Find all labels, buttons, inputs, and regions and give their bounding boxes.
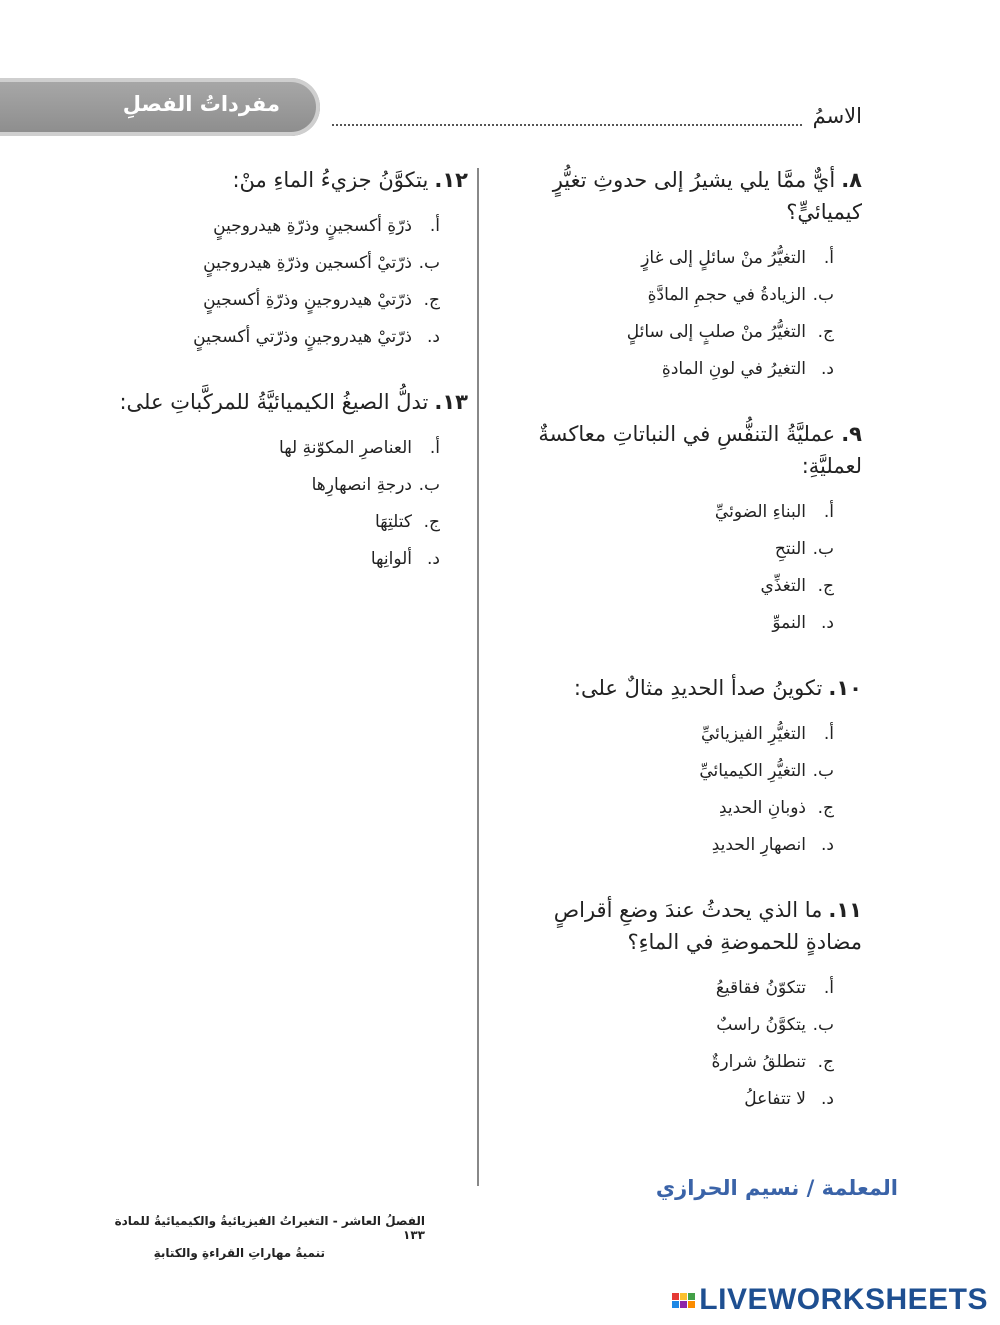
question-block <box>507 164 862 388</box>
question-stem: يتكوَّنُ جزيءُ الماءِ منْ: <box>232 168 429 192</box>
option-letter: د. <box>427 327 440 347</box>
answer-option[interactable] <box>98 430 468 467</box>
option-letter: ب. <box>812 761 834 781</box>
question-block <box>98 386 468 578</box>
question-text <box>507 894 862 958</box>
question-number: ١٢. <box>434 168 468 192</box>
option-text: تنطلقُ شرارةٌ <box>711 1052 806 1072</box>
option-text: النتحِ <box>774 539 806 559</box>
answer-option[interactable] <box>507 531 862 568</box>
option-text: درجةِ انصهارِها <box>311 475 412 495</box>
answer-option[interactable] <box>98 282 468 319</box>
question-number: ٩. <box>841 422 862 446</box>
question-text <box>507 672 862 704</box>
option-text: البناءِ الضوئيِّ <box>714 502 806 522</box>
answer-option[interactable] <box>98 319 468 356</box>
answer-option[interactable] <box>98 504 468 541</box>
option-text: الزيادةُ في حجمِ المادَّةِ <box>647 285 806 305</box>
option-letter: أ. <box>429 438 440 458</box>
option-letter: ب. <box>812 285 834 305</box>
answer-option[interactable] <box>507 970 862 1007</box>
option-letter: ب. <box>812 1015 834 1035</box>
option-letter: ب. <box>418 475 440 495</box>
answer-option[interactable] <box>507 827 862 864</box>
option-letter: أ. <box>823 248 834 268</box>
option-text: التغيُّرُ منْ سائلٍ إلى غازٍ <box>641 248 806 268</box>
option-text: ذرّتيْ هيدروجينٍ وذرّةِ أكسجينٍ <box>203 290 412 310</box>
option-text: يتكوَّنُ راسبٌ <box>716 1015 806 1035</box>
section-tab <box>0 78 320 136</box>
question-block <box>507 672 862 864</box>
logo-square <box>688 1293 695 1300</box>
question-number: ١٠. <box>828 676 862 700</box>
option-text: التغيُّرُ منْ صلبٍ إلى سائلٍ <box>626 322 806 342</box>
question-text <box>98 164 468 196</box>
option-letter: ب. <box>812 539 834 559</box>
option-text: العناصرِ المكوّنةِ لها <box>279 438 412 458</box>
option-letter: ج. <box>817 798 834 818</box>
question-text <box>507 164 862 228</box>
logo-square <box>672 1301 679 1308</box>
answer-option[interactable] <box>507 494 862 531</box>
answer-option[interactable] <box>507 240 862 277</box>
question-stem: أيٌّ ممَّا يلي يشيرُ إلى حدوثِ تغيُّرٍ كيميائيٍّ؟ <box>552 168 862 224</box>
question-stem: تكوينُ صدأ الحديدِ مثالٌ على: <box>573 676 823 700</box>
option-letter: ب. <box>418 253 440 273</box>
option-letter: أ. <box>429 216 440 236</box>
question-text <box>98 386 468 418</box>
option-letter: أ. <box>823 724 834 744</box>
answer-option[interactable] <box>507 716 862 753</box>
name-label: الاسمُ <box>812 104 862 128</box>
column-divider <box>477 168 479 1186</box>
answer-option[interactable] <box>507 1044 862 1081</box>
liveworksheets-logo-icon <box>672 1293 695 1308</box>
question-stem: عمليَّةُ التنفُّسِ في النباتاتِ معاكسةٌ لعمليَّةِ: <box>538 422 862 478</box>
question-stem: ما الذي يحدثُ عندَ وضعِ أقراصٍ مضادةٍ للحموضةِ في الماءِ؟ <box>553 898 862 954</box>
option-text: التغيرُ في لونِ المادةِ <box>661 359 806 379</box>
answer-option[interactable] <box>98 541 468 578</box>
question-block <box>98 164 468 356</box>
option-text: التغيُّرِ الكيميائيِّ <box>699 761 806 781</box>
option-letter: د. <box>427 549 440 569</box>
option-text: ذرّتيْ أكسجين وذرّةِ هيدروجينٍ <box>203 253 412 273</box>
answer-option[interactable] <box>98 467 468 504</box>
option-text: ألوانِها <box>370 549 412 569</box>
option-text: ذرّةِ أكسجينٍ وذرّةِ هيدروجينٍ <box>213 216 412 236</box>
option-letter: د. <box>821 835 834 855</box>
question-number: ١٣. <box>434 390 468 414</box>
answer-option[interactable] <box>507 277 862 314</box>
question-block <box>507 418 862 642</box>
logo-square <box>688 1301 695 1308</box>
answer-option[interactable] <box>507 568 862 605</box>
option-letter: أ. <box>823 978 834 998</box>
right-column <box>507 164 862 1148</box>
logo-square <box>680 1293 687 1300</box>
option-text: كتلتِهَا <box>375 512 412 532</box>
question-number: ٨. <box>841 168 862 192</box>
option-text: ذرّتيْ هيدروجينٍ وذرّتي أكسجينٍ <box>193 327 412 347</box>
brand-text: LIVEWORKSHEETS <box>699 1283 988 1316</box>
name-field[interactable] <box>332 124 802 126</box>
logo-square <box>680 1301 687 1308</box>
option-letter: د. <box>821 359 834 379</box>
answer-option[interactable] <box>98 245 468 282</box>
question-stem: تدلُّ الصيغُ الكيميائيَّةُ للمركَّباتِ على: <box>119 390 429 414</box>
answer-option[interactable] <box>98 208 468 245</box>
option-letter: ج. <box>817 322 834 342</box>
option-letter: ج. <box>423 290 440 310</box>
answer-option[interactable] <box>507 790 862 827</box>
option-letter: ج. <box>423 512 440 532</box>
logo-square <box>672 1293 679 1300</box>
answer-option[interactable] <box>507 351 862 388</box>
question-number: ١١. <box>828 898 862 922</box>
liveworksheets-brand[interactable] <box>672 1284 988 1316</box>
question-block <box>507 894 862 1118</box>
name-row <box>332 104 862 132</box>
left-column <box>98 164 468 608</box>
option-text: النموِّ <box>772 613 806 633</box>
answer-option[interactable] <box>507 1081 862 1118</box>
teacher-name: المعلمة / نسيم الحرازي <box>655 1176 898 1200</box>
option-letter: أ. <box>823 502 834 522</box>
section-tab-label: مفرداتُ الفصلِ <box>122 92 280 116</box>
option-text: تتكوّنُ فقاقيعُ <box>715 978 806 998</box>
footer-chapter: الفصلُ العاشر - التغيراتُ الفيزيائيةُ والكيميائيةُ للمادة ١٣٣ <box>114 1214 425 1242</box>
answer-option[interactable] <box>507 314 862 351</box>
option-text: انصهارِ الحديدِ <box>711 835 806 855</box>
question-text <box>507 418 862 482</box>
option-text: التغذِّي <box>760 576 806 596</box>
option-letter: د. <box>821 1089 834 1109</box>
option-letter: د. <box>821 613 834 633</box>
option-text: التغيُّرِ الفيزيائيِّ <box>701 724 806 744</box>
footer-subtitle: تنميةُ مهاراتِ القراءةِ والكتابةِ <box>153 1246 325 1260</box>
option-letter: ج. <box>817 1052 834 1072</box>
answer-option[interactable] <box>507 753 862 790</box>
answer-option[interactable] <box>507 1007 862 1044</box>
option-letter: ج. <box>817 576 834 596</box>
option-text: ذوبانِ الحديدِ <box>718 798 806 818</box>
answer-option[interactable] <box>507 605 862 642</box>
option-text: لا تتفاعلُ <box>744 1089 806 1109</box>
